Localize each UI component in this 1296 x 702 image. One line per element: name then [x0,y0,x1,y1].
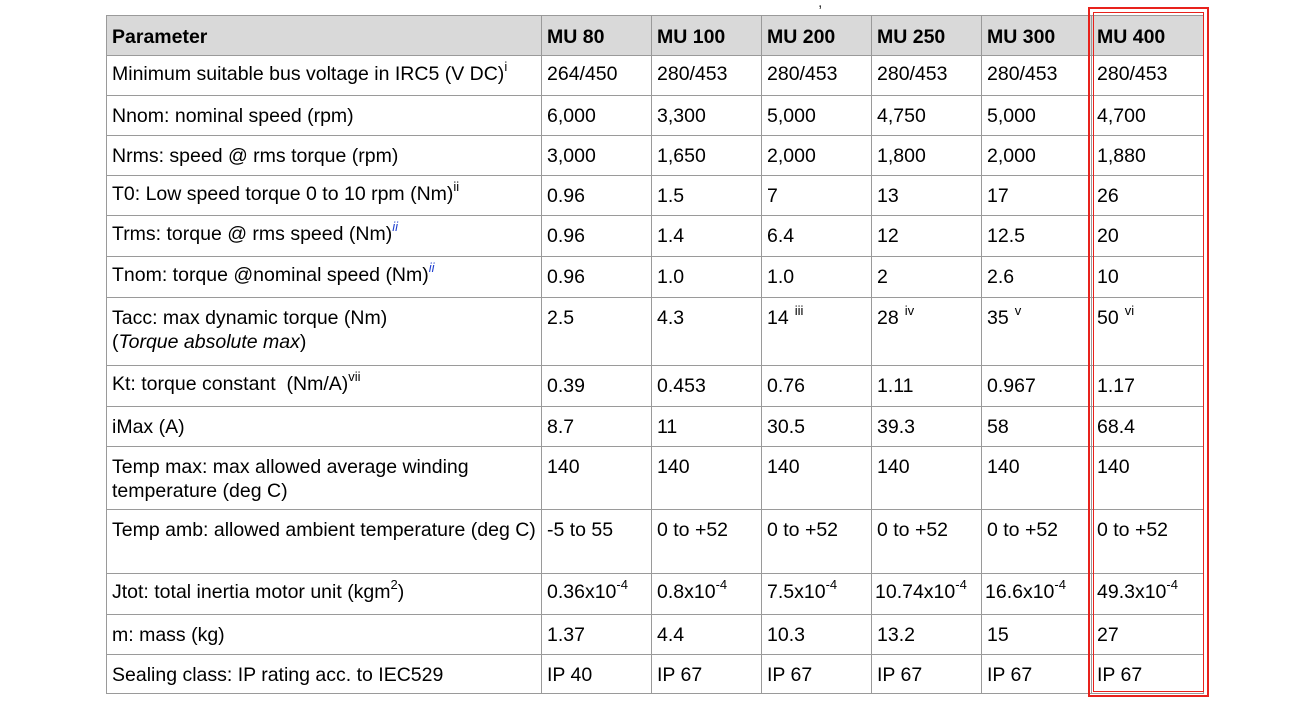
footnote-link[interactable]: ii [392,218,398,234]
table-cell: 1,800 [872,136,982,176]
table-cell: 26 [1092,176,1204,216]
table-cell [652,574,762,615]
table-cell: 13 [872,176,982,216]
table-cell: 0 to +52 [762,510,872,574]
table-cell: 1.17 [1092,366,1204,407]
table-cell: 4,700 [1092,96,1204,136]
table-cell: 6,000 [542,96,652,136]
table-cell: 58 [982,407,1092,447]
label-tail: ) [397,581,405,603]
table-cell: 280/453 [762,56,872,96]
cell-value: 10.74x10 [875,581,956,603]
table-cell [652,298,762,366]
label-text: Tnom: torque @nominal speed (Nm) [112,264,429,286]
header-mu400: MU 400 [1092,16,1204,56]
table-row [107,366,1204,407]
table-cell [872,298,982,366]
table-cell: 17 [982,176,1092,216]
table-cell: 3,000 [542,136,652,176]
label-text: T0: Low speed torque 0 to 10 rpm (Nm) [112,183,454,205]
table-row [107,257,1204,298]
table-cell: 20 [1092,216,1204,257]
table-cell: 4.4 [652,615,762,655]
row-label [107,56,542,96]
table-cell: 0.96 [542,257,652,298]
table-cell: 0.76 [762,366,872,407]
table-cell: 0.96 [542,176,652,216]
table-cell [542,574,652,615]
row-label: Temp max: max allowed average winding temperature (deg C) [107,447,542,510]
table-cell: 4,750 [872,96,982,136]
table-cell: 0.39 [542,366,652,407]
table-cell: 1.11 [872,366,982,407]
table-cell: 140 [762,447,872,510]
header-mu250: MU 250 [872,16,982,56]
footnote-ref[interactable]: iii [794,302,804,318]
table-row [107,298,1204,366]
footnote-ref[interactable]: i [504,58,508,74]
table-row [107,96,1204,136]
cell-value: 49.3x10 [1097,581,1167,603]
label-text: Jtot: total inertia motor unit (kgm [112,581,391,603]
footnote-link[interactable]: ii [428,259,435,275]
table-cell: 280/453 [652,56,762,96]
table-cell: 12 [872,216,982,257]
table-cell [1092,298,1204,366]
table-row [107,447,1204,510]
table-cell: 280/453 [1092,56,1204,96]
table-cell: 264/450 [542,56,652,96]
label-text: Kt: torque constant (Nm/A) [112,373,349,395]
table-cell: 1.5 [652,176,762,216]
table-cell: 2,000 [982,136,1092,176]
row-label: Temp amb: allowed ambient temperature (deg C) [107,510,542,574]
cell-value: 2.5 [547,307,575,329]
table-cell: 27 [1092,615,1204,655]
table-cell: 0.453 [652,366,762,407]
table-row [107,655,1204,694]
table-cell: 140 [872,447,982,510]
table-row [107,510,1204,574]
cell-value: 35 [987,307,1009,329]
table-cell: 12.5 [982,216,1092,257]
table-cell: 2 [872,257,982,298]
table-cell: 6.4 [762,216,872,257]
label-text: Minimum suitable bus voltage in IRC5 (V DC) [112,63,505,85]
label-text: Tacc: max dynamic torque (Nm) [112,307,388,329]
table-row [107,615,1204,655]
table-cell: 140 [652,447,762,510]
row-label: iMax (A) [107,407,542,447]
label-text: Trms: torque @ rms speed (Nm) [112,223,393,245]
row-label: m: mass (kg) [107,615,542,655]
cell-value: 0.36x10 [547,581,617,603]
table-cell: 8.7 [542,407,652,447]
table-cell: 1.0 [762,257,872,298]
row-label [107,216,542,257]
header-mu200: MU 200 [762,16,872,56]
table-cell: IP 67 [762,655,872,694]
table-cell: 140 [1092,447,1204,510]
table-cell: -5 to 55 [542,510,652,574]
table-cell: 5,000 [982,96,1092,136]
cell-value: 50 [1097,307,1119,329]
table-cell: IP 67 [652,655,762,694]
table-cell [762,298,872,366]
table-cell: 140 [982,447,1092,510]
cell-value: 14 [767,307,789,329]
label-paren-close: ) [299,331,307,353]
table-cell: IP 67 [1092,655,1204,694]
row-label [107,257,542,298]
table-row [107,574,1204,615]
row-label: Sealing class: IP rating acc. to IEC529 [107,655,542,694]
table-cell [762,574,872,615]
table-cell: 0.96 [542,216,652,257]
table-row [107,216,1204,257]
table-cell: 2,000 [762,136,872,176]
header-mu300: MU 300 [982,16,1092,56]
table-row [107,136,1204,176]
table-cell [542,298,652,366]
table-cell: 0 to +52 [652,510,762,574]
table-row [107,407,1204,447]
row-label [107,366,542,407]
table-cell: 1,880 [1092,136,1204,176]
label-exponent: 2 [390,576,398,592]
header-row [107,16,1204,56]
motor-spec-table [106,15,1204,694]
footnote-ref[interactable]: ii [453,178,460,194]
row-label [107,574,542,615]
cell-value: 28 [877,307,899,329]
table-cell: 280/453 [872,56,982,96]
table-cell: 11 [652,407,762,447]
table-cell: 1.0 [652,257,762,298]
table-cell: 0 to +52 [982,510,1092,574]
table-cell: 39.3 [872,407,982,447]
footnote-ref[interactable]: vii [348,368,361,384]
header-mu100: MU 100 [652,16,762,56]
row-label [107,298,542,366]
table-cell: IP 67 [872,655,982,694]
table-cell: 10.3 [762,615,872,655]
table-cell: 1.37 [542,615,652,655]
table-cell: 13.2 [872,615,982,655]
cell-exponent: -4 [825,576,838,592]
table-cell: IP 67 [982,655,1092,694]
table-cell: 10 [1092,257,1204,298]
footnote-ref[interactable]: v [1014,302,1022,318]
table-cell: 2.6 [982,257,1092,298]
stray-mark: , [818,0,823,11]
table-cell: 0.967 [982,366,1092,407]
cell-exponent: -4 [1054,576,1066,592]
table-row [107,176,1204,216]
label-subtext: Torque absolute max [118,331,300,353]
table-cell: 1.4 [652,216,762,257]
cell-exponent: -4 [1166,576,1178,592]
table-cell: 68.4 [1092,407,1204,447]
header-mu80: MU 80 [542,16,652,56]
table-cell: 7 [762,176,872,216]
table-cell [872,574,982,615]
cell-exponent: -4 [955,576,967,592]
cell-value: 4.3 [657,307,685,329]
table-cell: 5,000 [762,96,872,136]
cell-exponent: -4 [616,576,628,592]
table-cell: 0 to +52 [1092,510,1204,574]
table-cell: 3,300 [652,96,762,136]
table-cell [982,298,1092,366]
footnote-ref[interactable]: iv [904,302,915,318]
row-label: Nnom: nominal speed (rpm) [107,96,542,136]
header-parameter: Parameter [107,16,542,56]
table-cell [1092,574,1204,615]
label-paren-open: ( [112,331,119,353]
table-cell: 140 [542,447,652,510]
cell-value: 7.5x10 [767,581,826,603]
cell-exponent: -4 [715,576,728,592]
table-cell: 0 to +52 [872,510,982,574]
cell-value: 0.8x10 [657,581,716,603]
row-label [107,176,542,216]
table-cell [982,574,1092,615]
footnote-ref[interactable]: vi [1124,302,1135,318]
table-cell: 15 [982,615,1092,655]
cell-value: 16.6x10 [985,581,1055,603]
table-cell: IP 40 [542,655,652,694]
table-row [107,56,1204,96]
table-cell: 30.5 [762,407,872,447]
table-cell: 1,650 [652,136,762,176]
table-cell: 280/453 [982,56,1092,96]
row-label: Nrms: speed @ rms torque (rpm) [107,136,542,176]
